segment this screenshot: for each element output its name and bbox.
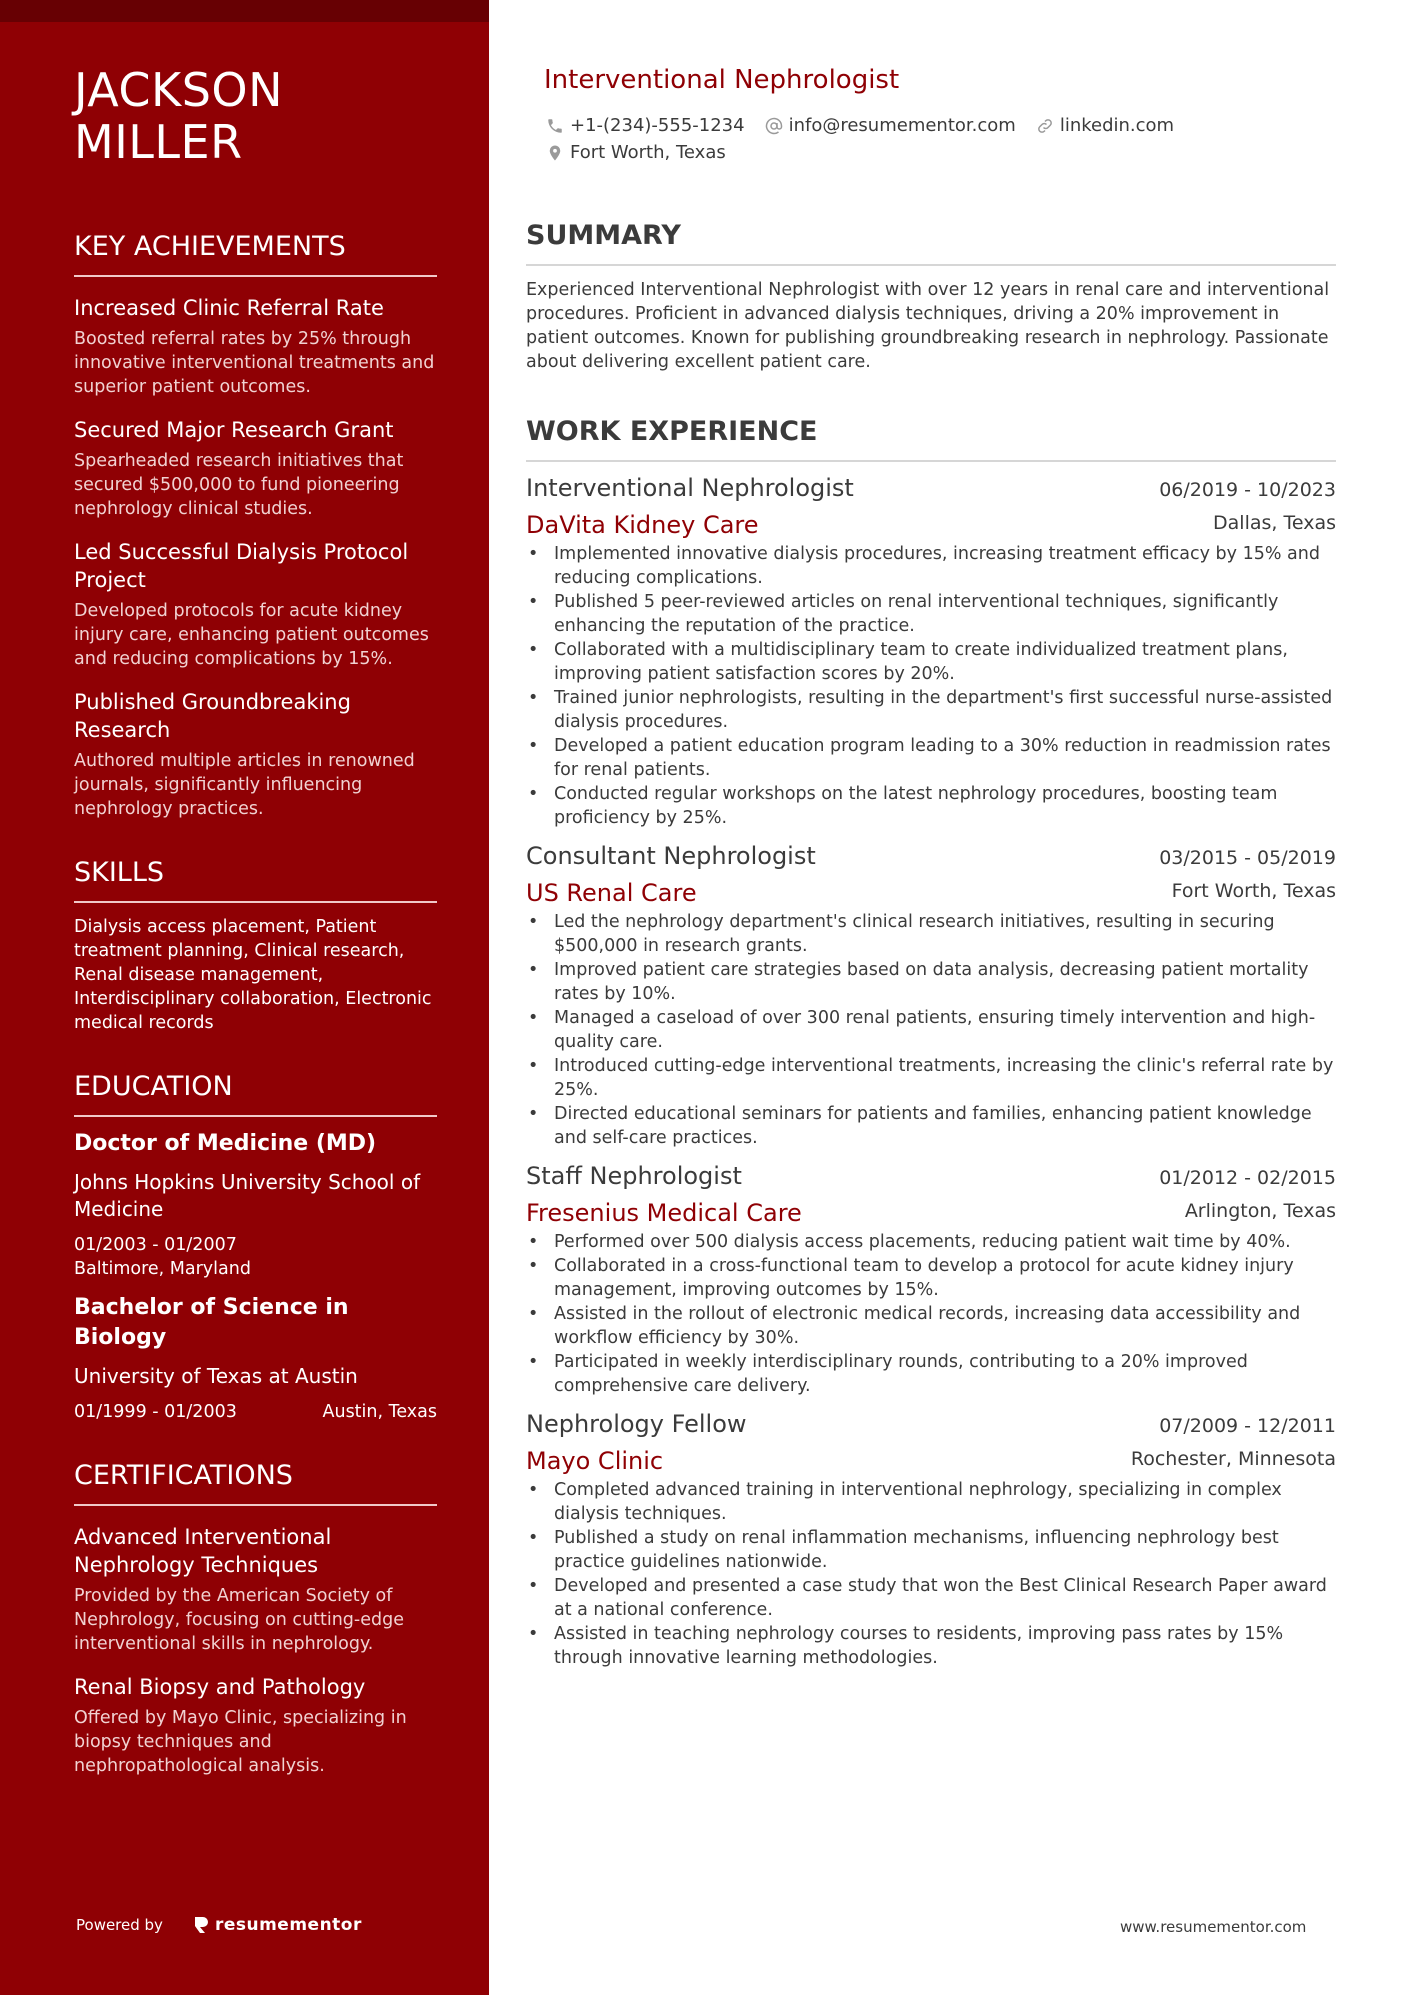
- certification-description: Provided by the American Society of Nephrology, focusing on cutting-edge interventional skills in nephrology.: [74, 1586, 404, 1654]
- job-location: Arlington, Texas: [1184, 1200, 1336, 1222]
- job-bullet: • Developed a patient education program leading to a 30% reduction in readmission rates for renal patients.: [526, 734, 1336, 782]
- job-dates: 07/2009 - 12/2011: [1159, 1415, 1336, 1437]
- summary-text: Experienced Interventional Nephrologist with over 12 years in renal care and interventional procedures. Proficient in advanced dialysis techniques, driving a 20% improvement in patient outcomes. Known for publishing groundbreaking research in nephrology. Passionate about delivering excellent patient care.: [526, 280, 1330, 372]
- achievement-description: Spearheaded research initiatives that secured $500,000 to fund pioneering nephrology clinical studies.: [74, 451, 404, 519]
- achievement-title: Led Successful Dialysis Protocol Project: [74, 540, 409, 592]
- job-bullet: • Trained junior nephrologists, resulting in the department's first successful nurse-assisted dialysis procedures.: [526, 686, 1336, 734]
- achievement-description: Authored multiple articles in renowned journals, significantly influencing nephrology practices.: [74, 751, 415, 819]
- summary-heading: SUMMARY: [526, 220, 1336, 266]
- job-entry: [526, 840, 1336, 1150]
- contact-location: [546, 140, 726, 166]
- job-entry: [526, 472, 1336, 830]
- powered-by: [76, 1915, 362, 1935]
- education-school: University of Texas at Austin: [74, 1364, 358, 1388]
- phone-text: +1-(234)-555-1234: [570, 114, 745, 136]
- job-subheader: [526, 1446, 1336, 1476]
- job-bullet: • Developed and presented a case study that won the Best Clinical Research Paper award at a national conference.: [526, 1574, 1336, 1622]
- job-bullet: • Implemented innovative dialysis procedures, increasing treatment efficacy by 15% and reducing complications.: [526, 542, 1336, 590]
- job-bullet: • Improved patient care strategies based on data analysis, decreasing patient mortality rates by 10%.: [526, 958, 1336, 1006]
- jobs-list: [526, 472, 1336, 1670]
- candidate-name: [74, 64, 437, 168]
- education-school: Johns Hopkins University School of Medicine: [74, 1170, 421, 1221]
- link-icon: [1036, 117, 1054, 135]
- job-bullet: • Managed a caseload of over 300 renal patients, ensuring timely intervention and high-quality care.: [526, 1006, 1336, 1054]
- job-bullet: • Published a study on renal inflammation mechanisms, influencing nephrology best practice guidelines nationwide.: [526, 1526, 1336, 1574]
- job-company: US Renal Care: [526, 879, 697, 907]
- job-location: Dallas, Texas: [1213, 512, 1336, 534]
- linkedin-text: linkedin.com: [1059, 114, 1175, 136]
- job-company: Fresenius Medical Care: [526, 1199, 802, 1227]
- contact-linkedin[interactable]: [1036, 113, 1174, 139]
- job-bullets: [526, 1478, 1336, 1670]
- certification-item: [74, 1673, 437, 1778]
- education-item: [74, 1129, 437, 1281]
- work-experience-heading: WORK EXPERIENCE: [526, 416, 1336, 462]
- sidebar-top-bar: [0, 0, 489, 22]
- map-pin-icon: [546, 144, 564, 162]
- contact-phone[interactable]: [546, 113, 745, 139]
- job-bullet: • Assisted in teaching nephrology courses to residents, improving pass rates by 15% through innovative learning methodologies.: [526, 1622, 1336, 1670]
- job-subheader: [526, 1198, 1336, 1228]
- job-role: Nephrology Fellow: [526, 1410, 747, 1438]
- education-dates: 01/1999 - 01/2003: [74, 1402, 237, 1422]
- phone-icon: [546, 117, 564, 135]
- achievement-title: Published Groundbreaking Research: [74, 690, 351, 742]
- certification-title: Renal Biopsy and Pathology: [74, 1675, 366, 1699]
- skills-heading: SKILLS: [74, 857, 437, 903]
- certification-title: Advanced Interventional Nephrology Techniques: [74, 1525, 332, 1577]
- certification-description: Offered by Mayo Clinic, specializing in biopsy techniques and nephropathological analysis.: [74, 1708, 407, 1776]
- education-dates: 01/2003 - 01/2007: [74, 1235, 237, 1255]
- job-bullets: [526, 542, 1336, 830]
- achievement-item: [74, 688, 437, 821]
- job-dates: 01/2012 - 02/2015: [1159, 1167, 1336, 1189]
- achievement-title: Increased Clinic Referral Rate: [74, 296, 384, 320]
- education-section: [74, 1071, 437, 1424]
- job-bullet: • Directed educational seminars for patients and families, enhancing patient knowledge and self-care practices.: [526, 1102, 1336, 1150]
- job-header: [526, 1408, 1336, 1442]
- job-role: Staff Nephrologist: [526, 1162, 742, 1190]
- job-company: DaVita Kidney Care: [526, 511, 759, 539]
- job-dates: 06/2019 - 10/2023: [1159, 479, 1336, 501]
- location-text: Fort Worth, Texas: [570, 141, 726, 163]
- job-dates: 03/2015 - 05/2019: [1159, 847, 1336, 869]
- job-bullet: • Collaborated in a cross-functional team to develop a protocol for acute kidney injury management, improving outcomes by 15%.: [526, 1254, 1336, 1302]
- skills-list: Dialysis access placement, Patient treatment planning, Clinical research, Renal disease management, Interdisciplinary collaboration, Electronic medical records: [74, 917, 432, 1033]
- sidebar: [0, 0, 489, 1995]
- job-company: Mayo Clinic: [526, 1447, 664, 1475]
- job-location: Fort Worth, Texas: [1171, 880, 1336, 902]
- education-degree: Doctor of Medicine (MD): [74, 1131, 377, 1156]
- job-role: Interventional Nephrologist: [526, 474, 854, 502]
- achievement-title: Secured Major Research Grant: [74, 418, 394, 442]
- education-item: [74, 1293, 437, 1424]
- achievement-description: Boosted referral rates by 25% through innovative interventional treatments and superior patient outcomes.: [74, 329, 435, 397]
- job-bullet: • Led the nephrology department's clinical research initiatives, resulting in securing $500,000 in research grants.: [526, 910, 1336, 958]
- contact-row: [546, 139, 1326, 166]
- work-experience-section: [526, 416, 1336, 1670]
- email-text: info@resumementor.com: [788, 114, 1016, 136]
- job-bullets: [526, 1230, 1336, 1398]
- job-bullets: [526, 910, 1336, 1150]
- job-header: [526, 472, 1336, 506]
- headline-title: Interventional Nephrologist: [544, 65, 900, 95]
- job-bullet: • Collaborated with a multidisciplinary team to create individualized treatment plans, improving patient satisfaction scores by 20%.: [526, 638, 1336, 686]
- job-location: Rochester, Minnesota: [1130, 1448, 1336, 1470]
- skills-section: [74, 857, 437, 1035]
- job-header: [526, 1160, 1336, 1194]
- job-header: [526, 840, 1336, 874]
- education-location: Baltimore, Maryland: [74, 1259, 251, 1279]
- job-bullet: • Published 5 peer-reviewed articles on renal interventional techniques, significantly enhancing the reputation of the practice.: [526, 590, 1336, 638]
- job-subheader: [526, 878, 1336, 908]
- job-bullet: • Conducted regular workshops on the latest nephrology procedures, boosting team proficiency by 25%.: [526, 782, 1336, 830]
- education-degree: Bachelor of Science in Biology: [74, 1295, 349, 1350]
- contact-row: [546, 112, 1326, 139]
- job-entry: [526, 1160, 1336, 1398]
- job-bullet: • Performed over 500 dialysis access placements, reducing patient wait time by 40%.: [526, 1230, 1336, 1254]
- brand-name: resumementor: [214, 1915, 362, 1935]
- at-icon: [765, 117, 783, 135]
- powered-by-label: Powered by: [76, 1916, 163, 1934]
- summary-section: [526, 220, 1336, 374]
- achievement-item: [74, 294, 437, 399]
- certifications-heading: CERTIFICATIONS: [74, 1460, 437, 1506]
- job-entry: [526, 1408, 1336, 1670]
- resumementor-logo-icon: [193, 1915, 209, 1935]
- job-bullet: • Introduced cutting-edge interventional treatments, increasing the clinic's referral rate by 25%.: [526, 1054, 1336, 1102]
- key-achievements-section: [74, 231, 437, 821]
- key-achievements-heading: KEY ACHIEVEMENTS: [74, 231, 437, 277]
- certification-item: [74, 1523, 437, 1656]
- last-name: MILLER: [74, 115, 243, 169]
- achievement-item: [74, 538, 437, 671]
- website-link[interactable]: www.resumementor.com: [1120, 1918, 1307, 1936]
- education-location: Austin, Texas: [322, 1402, 437, 1422]
- achievement-item: [74, 416, 437, 521]
- brand-logo[interactable]: [193, 1915, 362, 1935]
- achievement-description: Developed protocols for acute kidney injury care, enhancing patient outcomes and reducing complications by 15%.: [74, 601, 429, 669]
- job-subheader: [526, 510, 1336, 540]
- certifications-section: [74, 1460, 437, 1778]
- job-role: Consultant Nephrologist: [526, 842, 816, 870]
- first-name: JACKSON: [74, 63, 284, 117]
- job-bullet: • Completed advanced training in interventional nephrology, specializing in complex dialysis techniques.: [526, 1478, 1336, 1526]
- job-bullet: • Assisted in the rollout of electronic medical records, increasing data accessibility and workflow efficiency by 30%.: [526, 1302, 1336, 1350]
- contact-info: [546, 112, 1326, 166]
- education-heading: EDUCATION: [74, 1071, 437, 1117]
- contact-email[interactable]: [765, 113, 1016, 139]
- job-bullet: • Participated in weekly interdisciplinary rounds, contributing to a 20% improved comprehensive care delivery.: [526, 1350, 1336, 1398]
- education-meta-row: [74, 1400, 437, 1424]
